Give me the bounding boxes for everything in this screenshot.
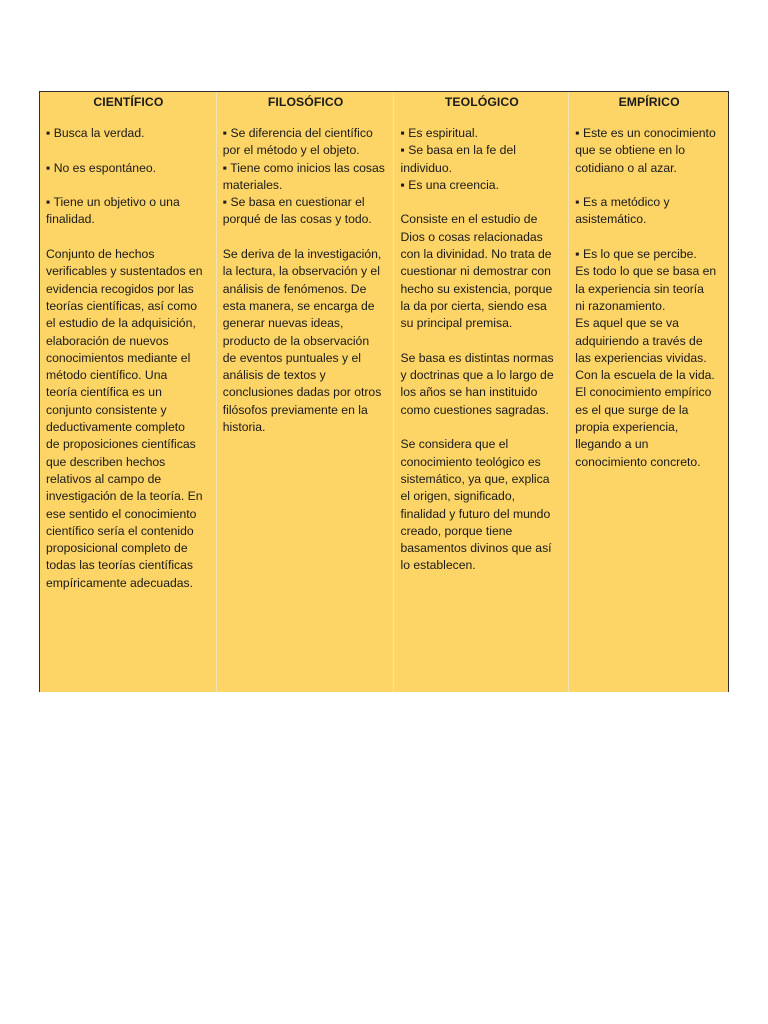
column-empirico bbox=[568, 92, 728, 692]
column-header-empirico: EMPÍRICO bbox=[618, 95, 680, 109]
text-block: ▪ No es espontáneo. bbox=[46, 160, 157, 175]
text-block: ▪ Busca la verdad. bbox=[46, 126, 145, 140]
column-cientifico bbox=[40, 92, 216, 692]
column-body-filosofico bbox=[223, 125, 389, 436]
column-header-filosofico: FILOSÓFICO bbox=[267, 95, 344, 109]
column-teologico bbox=[393, 92, 568, 692]
column-body-teologico bbox=[400, 125, 563, 575]
column-header-teologico: TEOLÓGICO bbox=[444, 95, 519, 109]
column-body-cientifico bbox=[46, 125, 211, 592]
knowledge-types-table bbox=[39, 91, 729, 692]
text-block: Consiste en el estudio de Dios o cosas relacionadas con la divinidad. No trata de cuestionar ni demostrar con hecho su existencia, porque la da por cierta, siendo esa su principal premisa. bbox=[400, 212, 553, 331]
column-body-empirico bbox=[575, 125, 723, 471]
text-block: Se considera que el conocimiento teológico es sistemático, ya que, explica el origen, significado, finalidad y futuro del mundo creado, porque tiene basamentos divinos que así lo establecen. bbox=[400, 437, 552, 573]
text-block: Se basa es distintas normas y doctrinas que a lo largo de los años se han instituido como cuestiones sagradas. bbox=[400, 350, 554, 417]
text-block: Conjunto de hechos verificables y sustentados en evidencia recogidos por las teorías científicas, así como el estudio de la adquisición, elaboración de nuevos conocimientos mediante el método científico. Una teoría científica es un conjunto consistente y deductivamente completo de proposiciones científicas que describen hechos relativos al campo de investigación de la teoría. En ese sentido el conocimiento científico sería el contenido proposicional completo de todas las teorías científicas empíricamente adecuadas. bbox=[46, 247, 203, 590]
column-filosofico bbox=[216, 92, 394, 692]
text-block: ▪ Se diferencia del científico por el método y el objeto. ▪ Tiene como inicios las cosas materiales. ▪ Se basa en cuestionar el porqué de las cosas y todo. bbox=[222, 126, 385, 227]
text-block: ▪ Es lo que se percibe. Es todo lo que se basa en la experiencia sin teoría ni razonamiento. Es aquel que se va adquiriendo a través de las experiencias vividas. Con la escuela de la vida. El conocimiento empírico es el que surge de la propia experiencia, llegando a un conocimiento concreto. bbox=[575, 247, 717, 469]
column-header-cientifico: CIENTÍFICO bbox=[93, 95, 164, 109]
text-block: ▪ Tiene un objetivo o una finalidad. bbox=[46, 195, 180, 227]
text-block: Se deriva de la investigación, la lectura, la observación y el análisis de fenómenos. De esta manera, se encarga de generar nuevas ideas, producto de la observación de eventos puntuales y el análisis de textos y conclusiones dadas por otros filósofos previamente en la historia. bbox=[222, 247, 382, 435]
text-block: ▪ Es a metódico y asistemático. bbox=[575, 195, 670, 227]
text-block: ▪ Es espiritual. ▪ Se basa en la fe del individuo. ▪ Es una creencia. bbox=[400, 126, 516, 192]
text-block: ▪ Este es un conocimiento que se obtiene en lo cotidiano o al azar. bbox=[575, 126, 716, 175]
